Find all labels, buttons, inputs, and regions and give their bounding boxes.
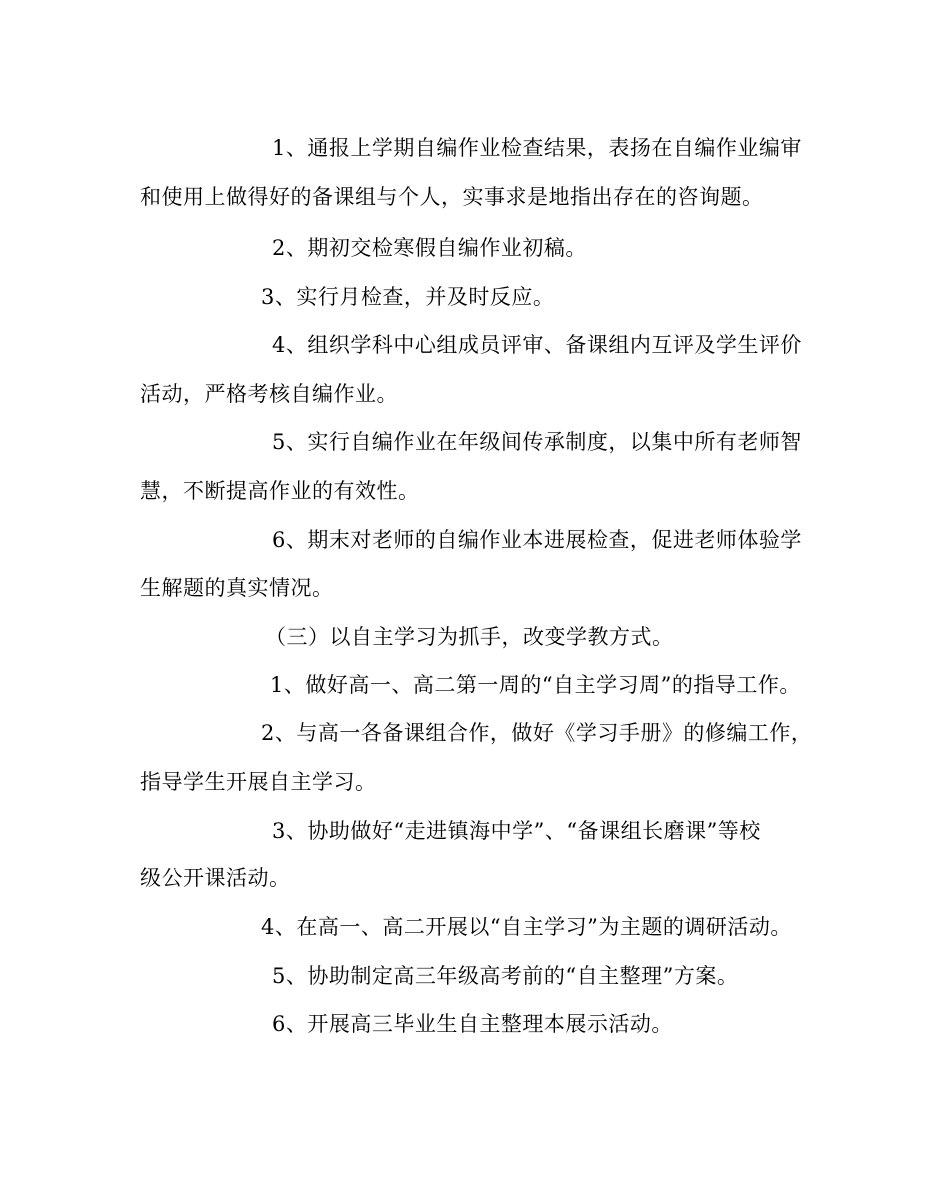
paragraph-line: 1、做好高一、高二第一周的“自主学习周”的指导工作。 <box>270 673 801 697</box>
paragraph-line: 6、期末对老师的自编作业本进展检查，促进老师体验学 <box>272 528 802 552</box>
paragraph-line: 3、协助做好“走进镇海中学”、“备课组长磨课”等校 <box>272 819 761 843</box>
paragraph-line: 2、期初交检寒假自编作业初稿。 <box>272 236 587 260</box>
paragraph-line: 和使用上做得好的备课组与个人，实事求是地指出存在的咨询题。 <box>140 185 764 209</box>
paragraph-line: 6、开展高三毕业生自主整理本展示活动。 <box>272 1012 673 1036</box>
section-heading: （三）以自主学习为抓手，改变学教方式。 <box>265 625 674 649</box>
paragraph-line: 生解题的真实情况。 <box>140 576 334 600</box>
paragraph-line: 活动，严格考核自编作业。 <box>140 382 398 406</box>
paragraph-line: 1、通报上学期自编作业检查结果，表扬在自编作业编审 <box>272 136 802 160</box>
paragraph-line: 慧，不断提高作业的有效性。 <box>140 479 420 503</box>
paragraph-line: 5、实行自编作业在年级间传承制度，以集中所有老师智 <box>272 430 802 454</box>
paragraph-line: 5、协助制定高三年级高考前的“自主整理”方案。 <box>272 964 739 988</box>
paragraph-line: 4、在高一、高二开展以“自主学习”为主题的调研活动。 <box>261 915 792 939</box>
paragraph-line: 级公开课活动。 <box>140 866 291 890</box>
paragraph-line: 3、实行月检查，并及时反应。 <box>261 285 555 309</box>
paragraph-line: 2、与高一各备课组合作，做好《学习手册》的修编工作， <box>261 721 813 745</box>
paragraph-line: 4、组织学科中心组成员评审、备课组内互评及学生评价 <box>272 333 802 357</box>
paragraph-line: 指导学生开展自主学习。 <box>140 770 377 794</box>
